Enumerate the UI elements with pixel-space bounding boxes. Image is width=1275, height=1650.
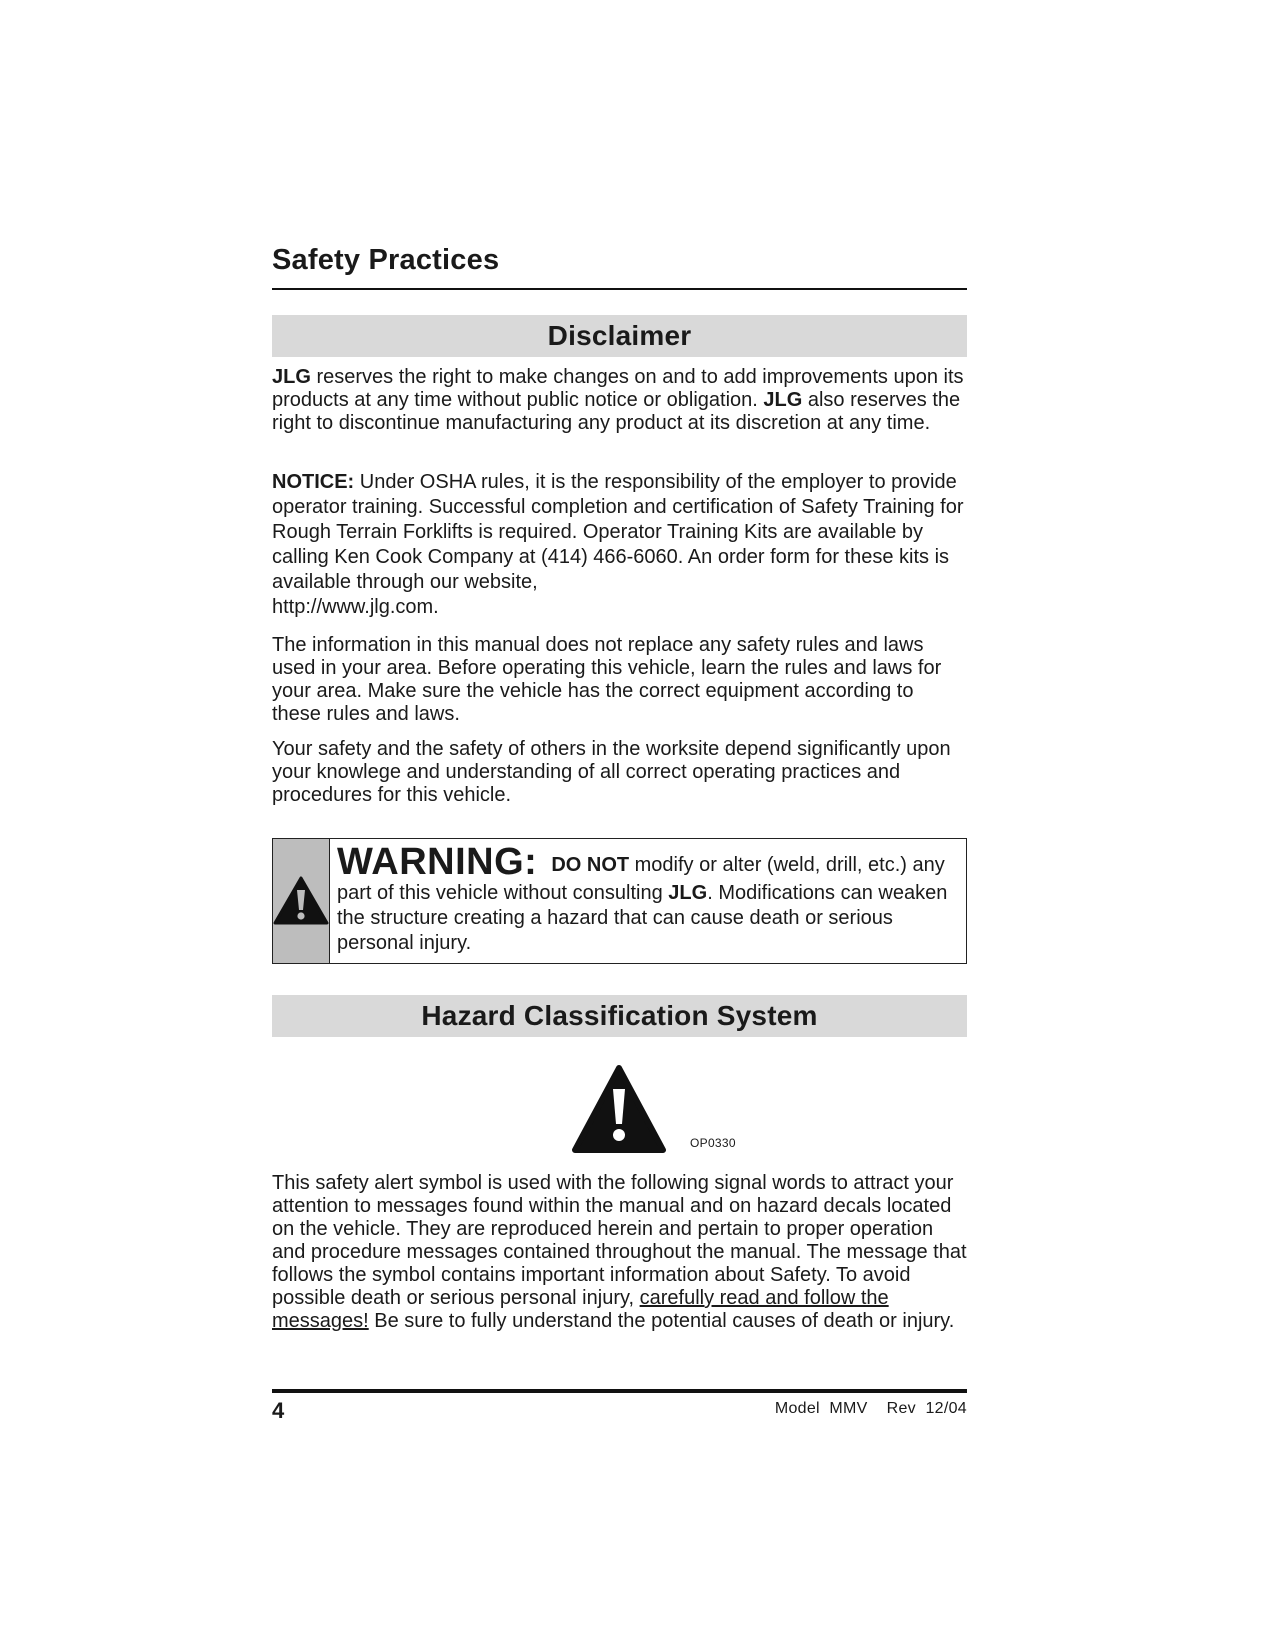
hazard-text: Be sure to fully understand the potential causes of death or injury. [368,1310,955,1332]
disclaimer-paragraph-1 [272,366,967,435]
hazard-text: This safety alert symbol is used with the following signal words to attract your attention to messages found within the manual and on hazard decals located on the vehicle. They are reproduced herein and pertain to proper operation and procedure messages contained throughout the manual. The message that follows the symbol contains important information about Safety. To avoid possible death or serious personal injury, [272,1172,967,1309]
notice-paragraph [272,470,967,620]
page-title: Safety Practices [272,244,500,276]
disclaimer-text: reserves the right to make changes on and to add improvements upon its products at any time without public notice or obligation. [272,366,964,411]
jlg-bold: JLG [668,882,708,904]
page-number: 4 [272,1398,285,1423]
warning-box [272,838,967,964]
disclaimer-heading: Disclaimer [272,315,967,357]
header-rule [272,288,967,290]
jlg-bold: JLG [763,389,803,411]
warning-word: WARNING: [337,841,538,883]
disclaimer-paragraph-4: Your safety and the safety of others in the worksite depend significantly upon your knowlege and understanding of all correct operating practices and procedures for this vehicle. [272,738,951,806]
jlg-bold: JLG [272,366,311,388]
hazard-paragraph [272,1172,967,1333]
footer-rule [272,1389,967,1393]
do-not-label: DO NOT [551,854,630,876]
safety-alert-symbol-icon [571,1064,667,1156]
notice-text: Under OSHA rules, it is the responsibility of the employer to provide operator training. Successful completion and certification of Safety Training for Rough Terrain Forklifts is required. Operator Training Kits are available by calling Ken Cook Company at (414) 466-6060. An order form for these kits is available through our website, [272,471,964,593]
hazard-heading: Hazard Classification System [272,995,967,1037]
warning-message: modify or alter (weld, drill, etc.) any part of this vehicle without consulting [337,854,945,904]
symbol-code: OP0330 [690,1136,736,1150]
warning-message: . Modifications can weaken the structure creating a hazard that can cause death or serious personal injury. [337,882,948,954]
model-revision: Model MMV Rev 12/04 [774,1400,967,1417]
notice-label: NOTICE: [272,471,355,493]
disclaimer-paragraph-3: The information in this manual does not replace any safety rules and laws used in your area. Before operating this vehicle, learn the rules and laws for your area. Make sure the vehicle has the correct equipment according to these rules and laws. [272,634,942,725]
emphasis-underline: carefully read and follow the messages! [272,1287,889,1332]
warning-side-panel [273,839,330,963]
disclaimer-text: also reserves the right to discontinue manufacturing any product at its discretion at any time. [272,389,961,434]
website-url: http://www.jlg.com. [272,596,439,618]
warning-triangle-icon [273,876,329,926]
warning-text [330,839,966,963]
